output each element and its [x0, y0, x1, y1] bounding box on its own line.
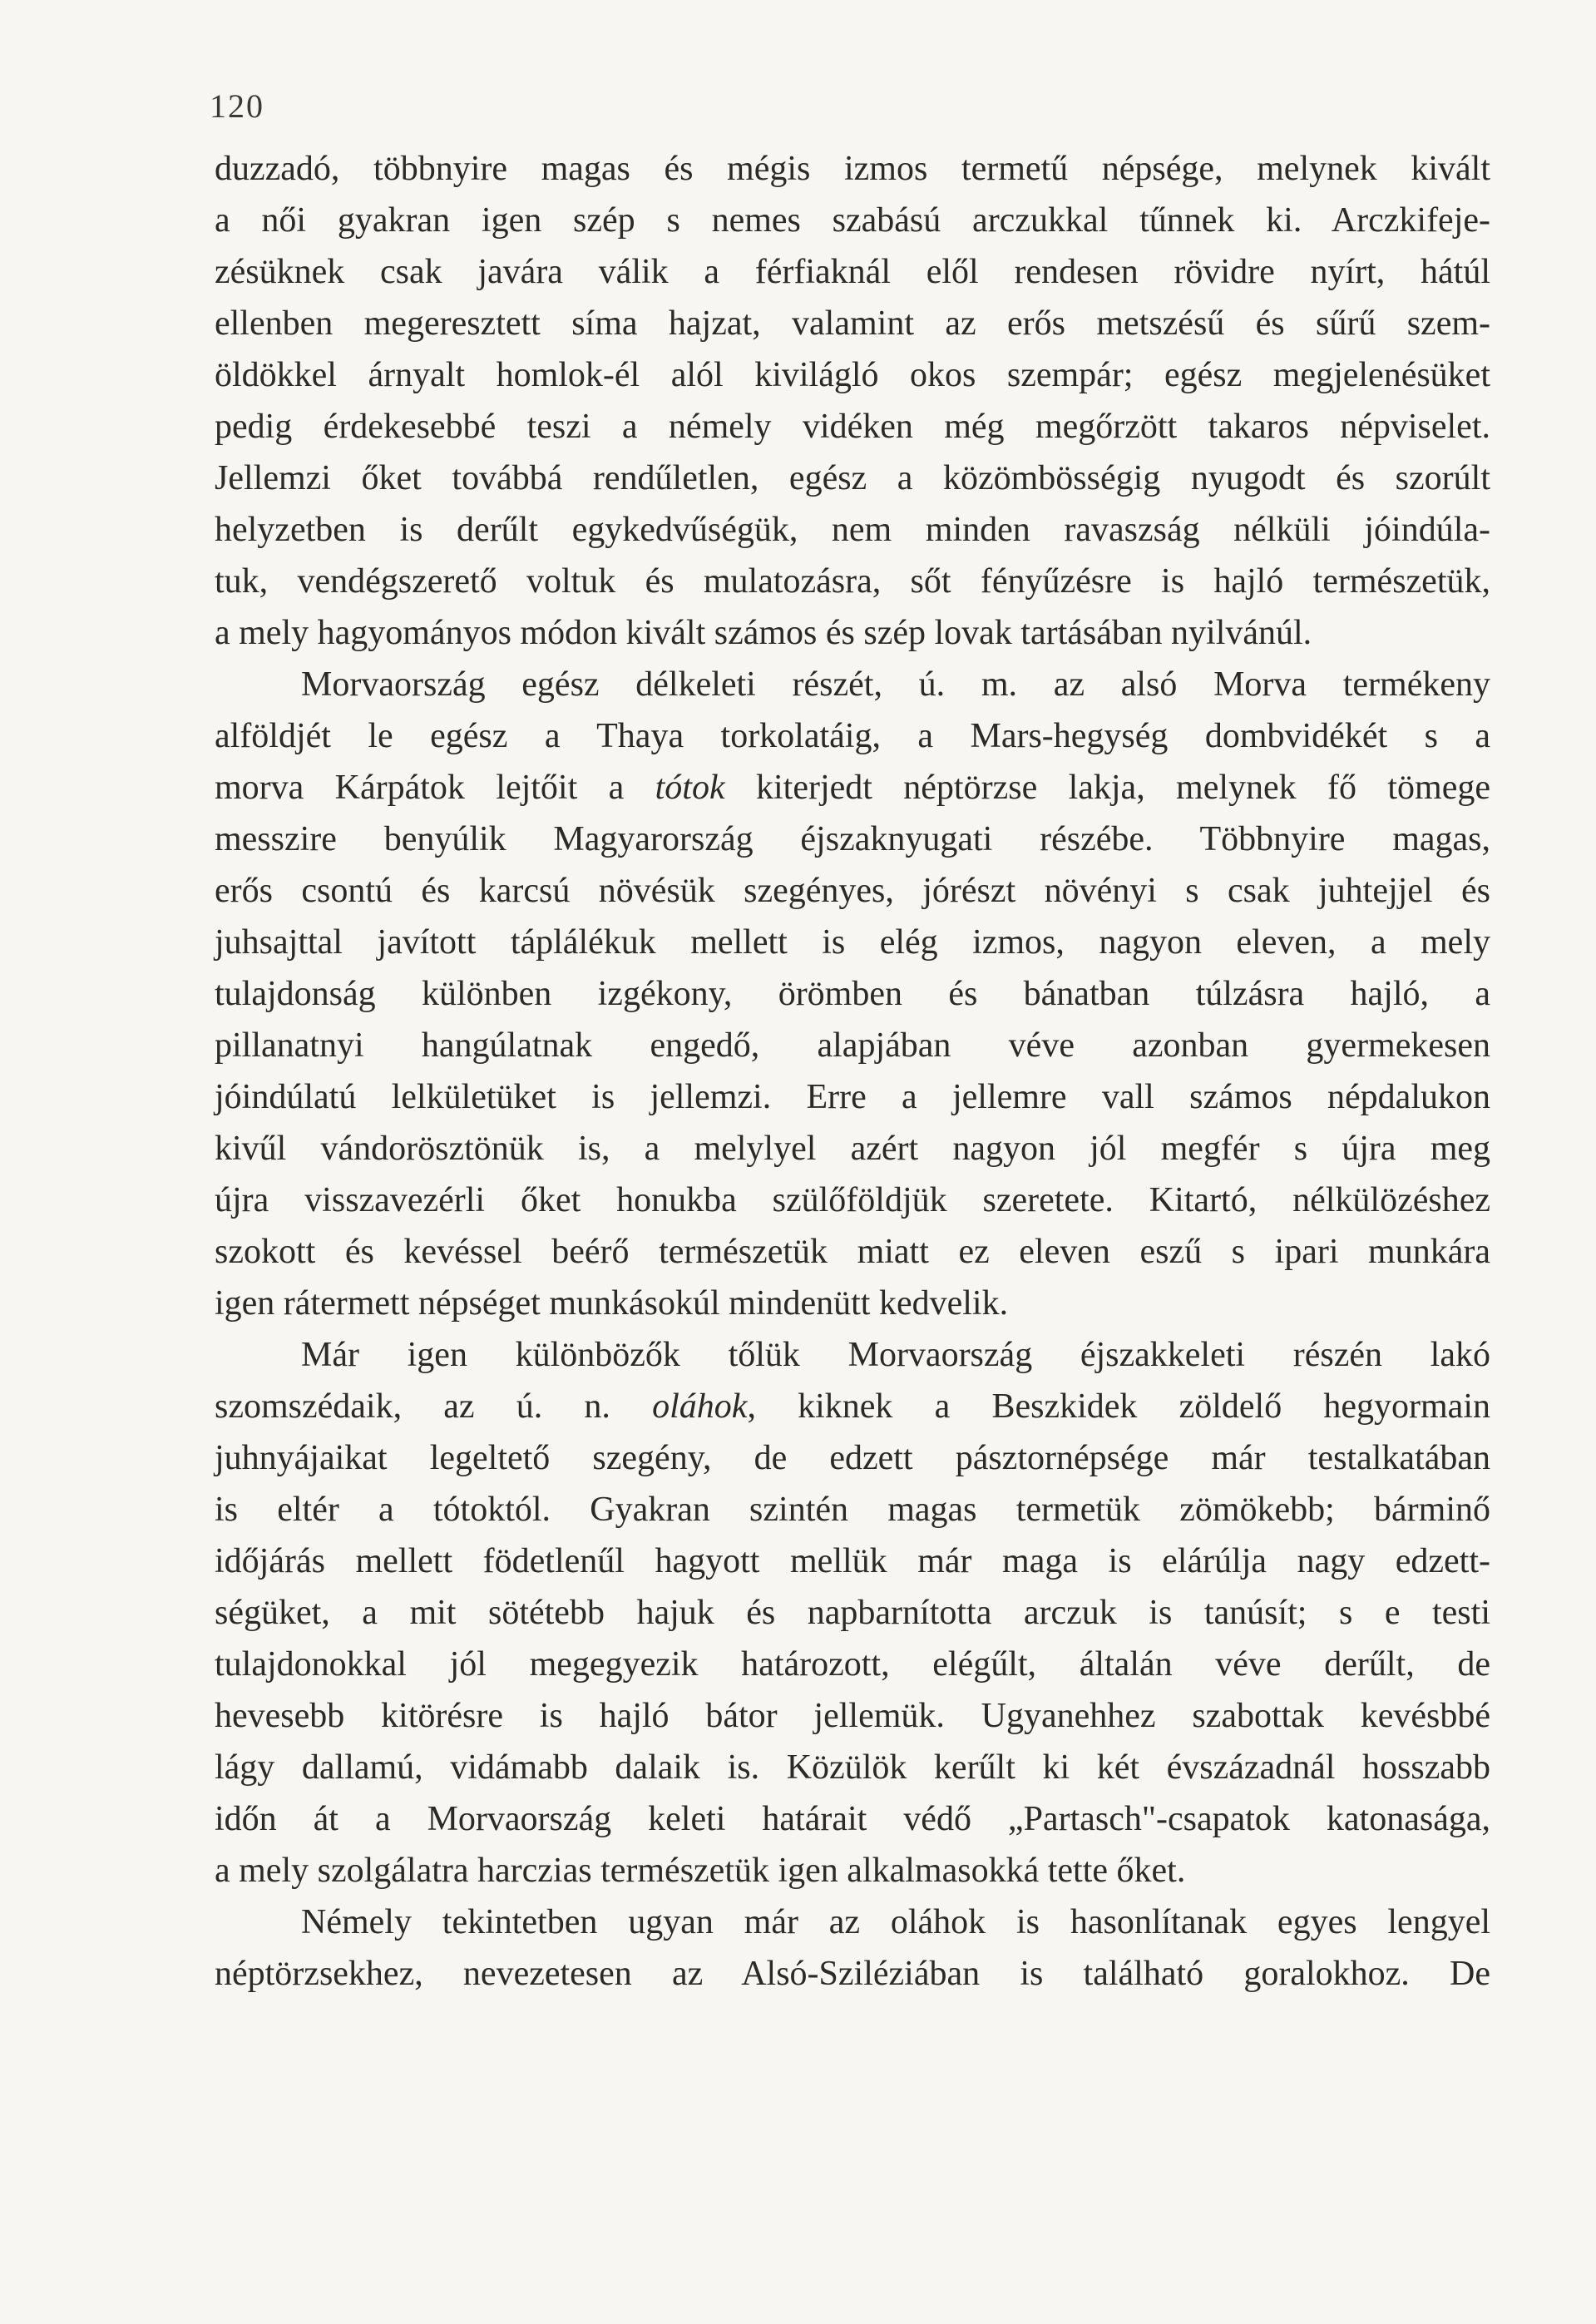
text-line — [215, 1071, 1490, 1123]
text-line — [215, 1948, 1490, 2000]
text-fragment: is eltér a tótoktól. Gyakran szintén magas termetük zömökebb; bárminő — [215, 1491, 1490, 1529]
text-fragment: időjárás mellett födetlenűl hagyott mellük már maga is elárúlja nagy edzett- — [215, 1542, 1490, 1580]
text-fragment: néptörzsekhez, nevezetesen az Alsó-Sziléziában is található goralokhoz. De — [215, 1955, 1490, 1993]
text-line — [215, 401, 1490, 452]
text-line — [215, 1020, 1490, 1071]
text-fragment: szokott és kevéssel beérő természetük miatt ez eleven eszű s ipari munkára — [215, 1233, 1490, 1271]
text-fragment: ségüket, a mit sötétebb hajuk és napbarnította arczuk is tanúsít; s e testi — [215, 1594, 1490, 1632]
text-line — [215, 452, 1490, 504]
page-number: 120 — [210, 87, 264, 125]
text-fragment: duzzadó, többnyire magas és mégis izmos termetű népsége, melynek kivált — [215, 150, 1490, 188]
text-fragment: Morvaország egész délkeleti részét, ú. m. az alsó Morva termékeny — [301, 665, 1490, 704]
text-fragment: zésüknek csak javára válik a férfiaknál elől rendesen rövidre nyírt, hátúl — [215, 253, 1490, 291]
text-fragment: újra visszavezérli őket honukba szülőföldjük szeretete. Kitartó, nélkülözéshez — [215, 1181, 1490, 1219]
text-fragment: tuk, vendégszerető voltuk és mulatozásra, sőt fényűzésre is hajló természetük, — [215, 562, 1490, 601]
text-fragment: igen rátermett népséget munkásokúl mindenütt kedvelik. — [215, 1284, 1009, 1323]
text-fragment: lágy dallamú, vidámabb dalaik is. Közülök kerűlt ki két évszázadnál hosszabb — [215, 1748, 1490, 1787]
text-fragment: juhnyájaikat legeltető szegény, de edzett pásztornépsége már testalkatában — [215, 1439, 1490, 1477]
text-line — [215, 1535, 1490, 1587]
text-line — [215, 607, 1490, 659]
text-fragment: kivűl vándorösztönük is, a melylyel azért nagyon jól megfér s újra meg — [215, 1130, 1490, 1168]
text-fragment: Már igen különbözők tőlük Morvaország éjszakkeleti részén lakó — [301, 1336, 1490, 1374]
text-line — [215, 1484, 1490, 1535]
text-fragment: hevesebb kitörésre is hajló bátor jellemük. Ugyanehhez szabottak kevésbbé — [215, 1697, 1490, 1735]
text-line — [215, 813, 1490, 865]
text-fragment: a női gyakran igen szép s nemes szabású arczukkal tűnnek ki. Arczkifeje- — [215, 201, 1490, 240]
text-fragment: időn át a Morvaország keleti határait védő „Partasch"-csapatok katonasága, — [215, 1800, 1490, 1838]
text-fragment: Jellemzi őket továbbá rendűletlen, egész a közömbösségig nyugodt és szorúlt — [215, 459, 1490, 497]
text-fragment: Némely tekintetben ugyan már az oláhok is hasonlítanak egyes lengyel — [301, 1903, 1490, 1941]
text-line — [215, 659, 1490, 710]
text-line — [215, 504, 1490, 556]
text-fragment: juhsajttal javított táplálékuk mellett is elég izmos, nagyon eleven, a mely — [215, 923, 1490, 962]
text-line — [215, 246, 1490, 298]
text-line — [215, 1845, 1490, 1896]
text-fragment: öldökkel árnyalt homlok-él alól kivilágló okos szempár; egész megjelenésüket — [215, 356, 1490, 394]
text-line — [215, 1896, 1490, 1948]
text-line — [215, 143, 1490, 195]
text-line — [215, 865, 1490, 917]
text-line — [215, 1278, 1490, 1329]
text-line — [215, 1174, 1490, 1226]
text-fragment: alföldjét le egész a Thaya torkolatáig, a Mars-hegység dombvidékét s a — [215, 717, 1490, 755]
italic-term: tótok — [655, 769, 725, 807]
text-fragment: erős csontú és karcsú növésük szegényes, jórészt növényi s csak juhtejjel és — [215, 872, 1490, 910]
text-fragment: a mely hagyományos módon kivált számos és szép lovak tartásában nyilvánúl. — [215, 614, 1312, 652]
text-line — [215, 556, 1490, 607]
text-line — [215, 298, 1490, 349]
text-fragment: pillanatnyi hangúlatnak engedő, alapjában véve azonban gyermekesen — [215, 1026, 1490, 1065]
text-fragment: jóindúlatú lelkületüket is jellemzi. Erre a jellemre vall számos népdalukon — [215, 1078, 1490, 1116]
text-line — [215, 762, 1490, 813]
text-fragment: kiterjedt néptörzse lakja, melynek fő tömege — [724, 769, 1490, 807]
body-text — [215, 143, 1490, 2000]
text-fragment: szomszédaik, az ú. n. — [215, 1387, 653, 1426]
text-line — [215, 1793, 1490, 1845]
text-fragment: ellenben megeresztett síma hajzat, valamint az erős metszésű és sűrű szem- — [215, 304, 1490, 343]
text-fragment: tulajdonokkal jól megegyezik határozott, elégűlt, általán véve derűlt, de — [215, 1645, 1490, 1684]
text-line — [215, 710, 1490, 762]
text-fragment: , kiknek a Beszkidek zöldelő hegyormain — [747, 1387, 1490, 1426]
text-line — [215, 1381, 1490, 1432]
text-line — [215, 1329, 1490, 1381]
text-fragment: a mely szolgálatra harczias természetük igen alkalmasokká tette őket. — [215, 1852, 1186, 1890]
text-fragment: pedig érdekesebbé teszi a némely vidéken még megőrzött takaros népviselet. — [215, 408, 1490, 446]
text-fragment: messzire benyúlik Magyarország éjszaknyugati részébe. Többnyire magas, — [215, 820, 1490, 858]
text-fragment: tulajdonság különben izgékony, örömben és bánatban túlzásra hajló, a — [215, 975, 1490, 1013]
text-fragment: helyzetben is derűlt egykedvűségük, nem minden ravaszság nélküli jóindúla- — [215, 511, 1490, 549]
text-line — [215, 1587, 1490, 1639]
italic-term: oláhok — [652, 1387, 748, 1426]
text-line — [215, 1639, 1490, 1690]
text-line — [215, 968, 1490, 1020]
text-line — [215, 917, 1490, 968]
text-line — [215, 349, 1490, 401]
text-line — [215, 1226, 1490, 1278]
text-line — [215, 195, 1490, 246]
text-line — [215, 1432, 1490, 1484]
text-line — [215, 1742, 1490, 1793]
text-fragment: morva Kárpátok lejtőit a — [215, 769, 655, 807]
text-line — [215, 1123, 1490, 1174]
text-line — [215, 1690, 1490, 1742]
